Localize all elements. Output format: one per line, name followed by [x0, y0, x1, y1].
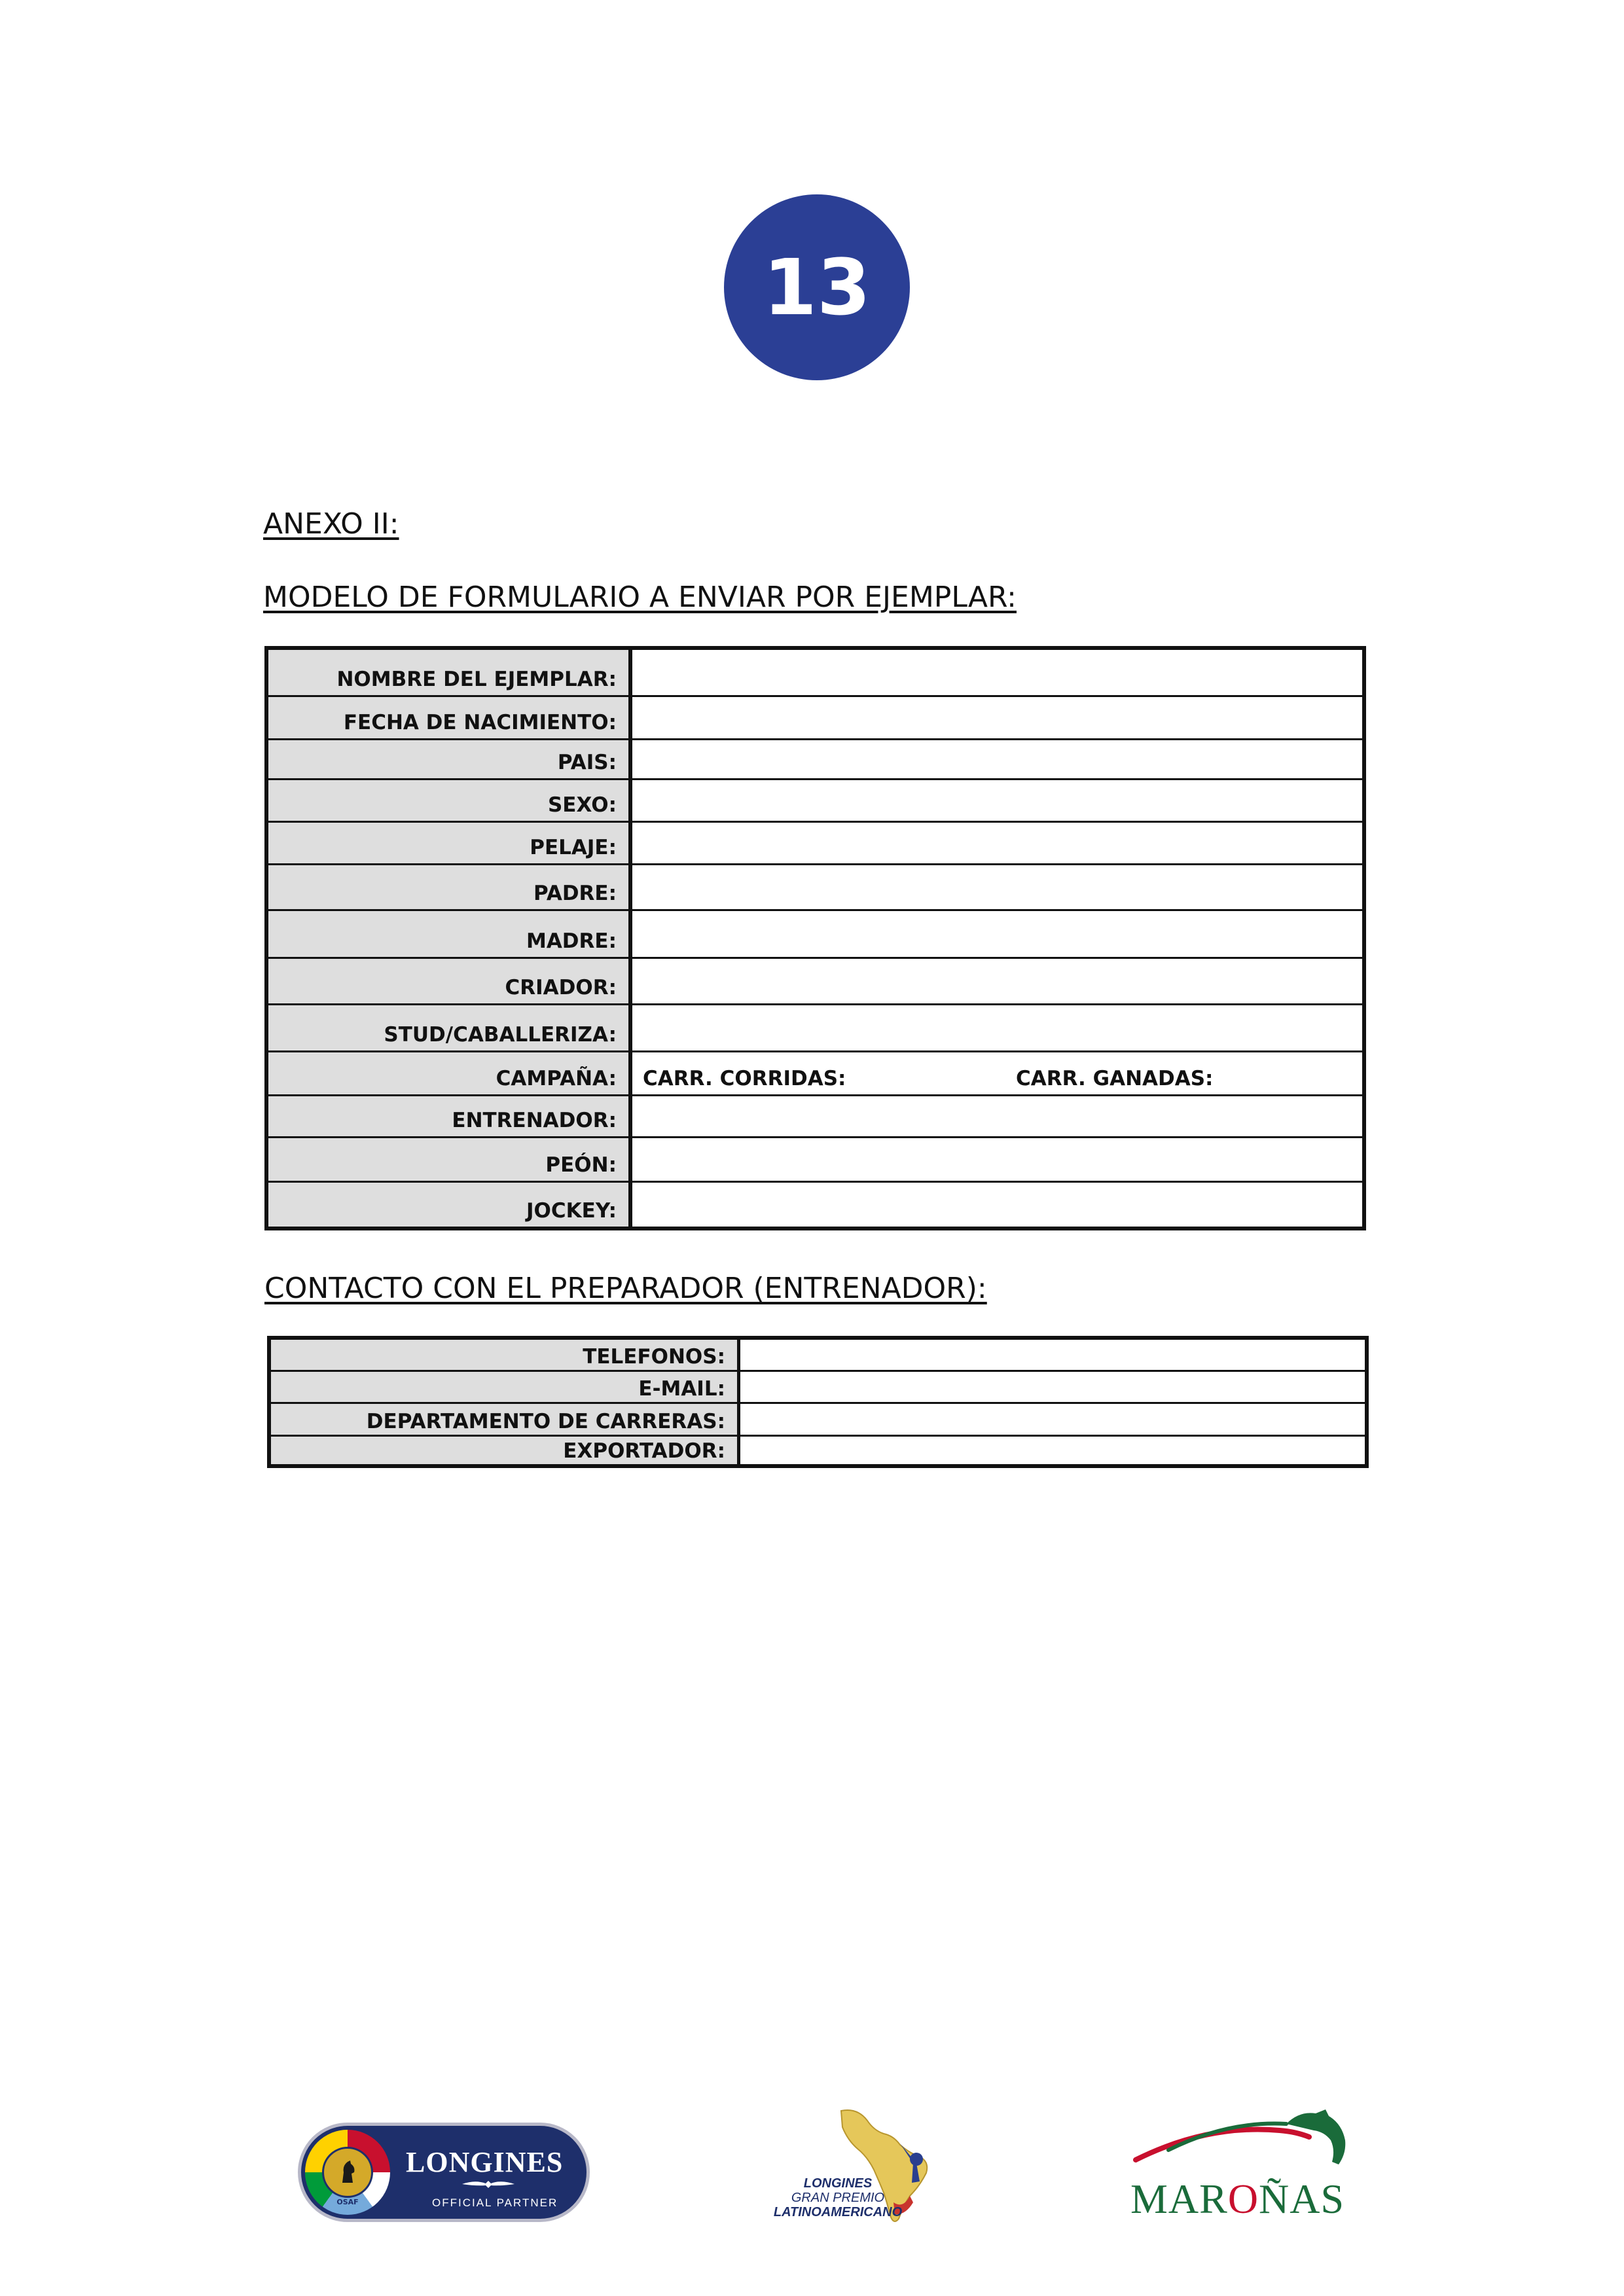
- carr-ganadas-label: CARR. GANADAS:: [1016, 1067, 1214, 1090]
- maronas-logo: [1129, 2104, 1352, 2225]
- field-label: EXPORTADOR:: [271, 1437, 740, 1464]
- contact-form-table: [267, 1336, 1369, 1468]
- official-partner-text: OFFICIAL PARTNER: [432, 2197, 558, 2209]
- sexo-field[interactable]: [632, 780, 1362, 823]
- pelaje-field[interactable]: [632, 823, 1362, 865]
- page-number: 13: [763, 242, 871, 332]
- gp-line-3: LATINOAMERICANO: [773, 2205, 903, 2219]
- maronas-text-pre: MAR: [1130, 2176, 1228, 2222]
- page-number-badge: [724, 194, 910, 380]
- longines-official-partner-logo: [298, 2123, 590, 2222]
- field-label: E-MAIL:: [271, 1372, 740, 1404]
- entrenador-field[interactable]: [632, 1096, 1362, 1138]
- gp-line-1: LONGINES: [803, 2176, 873, 2191]
- maronas-wordmark: [1130, 2175, 1344, 2223]
- stud-field[interactable]: [632, 1005, 1362, 1052]
- padre-field[interactable]: [632, 865, 1362, 911]
- exportador-field[interactable]: [740, 1437, 1365, 1464]
- field-label: STUD/CABALLERIZA:: [268, 1005, 632, 1052]
- criador-field[interactable]: [632, 959, 1362, 1005]
- field-label: TELEFONOS:: [271, 1340, 740, 1372]
- pais-field[interactable]: [632, 740, 1362, 780]
- gran-premio-latinoamericano-logo: [759, 2104, 995, 2229]
- field-label: MADRE:: [268, 911, 632, 959]
- field-label: ENTRENADOR:: [268, 1096, 632, 1138]
- osaf-seal-icon: [305, 2130, 390, 2215]
- maronas-text-o: O: [1227, 2176, 1259, 2222]
- field-label: PAIS:: [268, 740, 632, 780]
- field-label: PADRE:: [268, 865, 632, 911]
- field-label: FECHA DE NACIMIENTO:: [268, 697, 632, 740]
- field-label: NOMBRE DEL EJEMPLAR:: [268, 650, 632, 697]
- horse-head-icon: [333, 2158, 362, 2187]
- departamento-field[interactable]: [740, 1404, 1365, 1437]
- field-label: PELAJE:: [268, 823, 632, 865]
- longines-wordmark: LONGINES: [406, 2146, 564, 2178]
- field-label: CRIADOR:: [268, 959, 632, 1005]
- gp-line-2: GRAN PREMIO: [791, 2191, 885, 2205]
- madre-field[interactable]: [632, 911, 1362, 959]
- field-label: PEÓN:: [268, 1138, 632, 1183]
- field-label: SEXO:: [268, 780, 632, 823]
- contact-title: CONTACTO CON EL PREPARADOR (ENTRENADOR):: [264, 1272, 987, 1305]
- peon-field[interactable]: [632, 1138, 1362, 1183]
- annex-title: ANEXO II:: [263, 507, 399, 541]
- osaf-text: OSAF: [336, 2198, 359, 2206]
- form-title: MODELO DE FORMULARIO A ENVIAR POR EJEMPLAR:: [263, 581, 1017, 614]
- maronas-text-post: ÑAS: [1259, 2176, 1345, 2222]
- field-label: DEPARTAMENTO DE CARRERAS:: [271, 1404, 740, 1437]
- jockey-field[interactable]: [632, 1183, 1362, 1227]
- nombre-field[interactable]: [632, 650, 1362, 697]
- winged-hourglass-icon: [462, 2179, 514, 2189]
- fecha-nacimiento-field[interactable]: [632, 697, 1362, 740]
- horse-form-table: [264, 646, 1366, 1230]
- email-field[interactable]: [740, 1372, 1365, 1404]
- field-label: CAMPAÑA:: [268, 1052, 632, 1096]
- telefonos-field[interactable]: [740, 1340, 1365, 1372]
- maronas-horse-swoosh-icon: [1129, 2104, 1352, 2176]
- campana-field[interactable]: [632, 1052, 1362, 1096]
- field-label: JOCKEY:: [268, 1183, 632, 1227]
- carr-corridas-label: CARR. CORRIDAS:: [643, 1067, 846, 1090]
- gp-wordmark: [759, 2176, 916, 2219]
